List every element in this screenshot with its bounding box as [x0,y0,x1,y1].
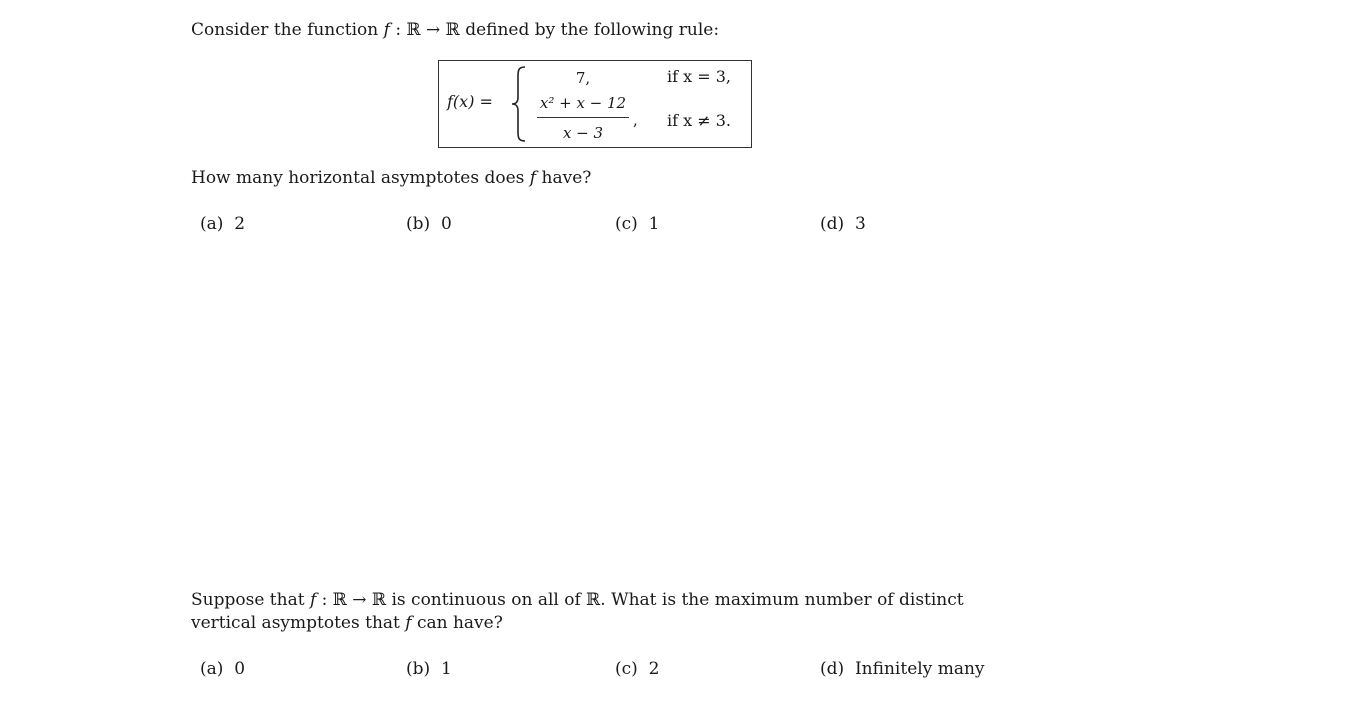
q1-question-post: have? [541,168,592,188]
piecewise-lhs: f(x) = [447,92,493,111]
case2-condition: if x ≠ 3. [667,111,731,130]
option-text: 3 [854,214,866,234]
q1-intro-post: defined by the following rule: [465,20,720,40]
option-text: 2 [234,214,246,234]
option-text: Infinitely many [854,659,985,679]
case1-condition: if x = 3, [667,67,731,86]
option-text: 1 [648,214,660,234]
q1-option-d[interactable] [820,213,866,235]
option-label: (a) [200,214,224,234]
q2-line2-fname: f [405,613,412,633]
case2-numerator: x² + x − 12 [539,94,627,112]
q2-option-a[interactable] [200,658,245,680]
piecewise-definition [438,60,752,148]
q2-line1-map: : ℝ → ℝ [316,590,392,610]
option-label: (d) [820,214,845,234]
q2-option-d[interactable] [820,658,985,680]
q1-intro-pre: Consider the function [191,20,379,40]
q1-option-c[interactable] [615,213,659,235]
option-text: 2 [648,659,660,679]
q1-question-fname: f [529,168,537,188]
case2-denominator: x − 3 [562,124,604,142]
q2-line1-post: is continuous on all of ℝ. What is the maximum number of distinct [391,590,964,610]
q1-intro [191,19,719,41]
q2-option-b[interactable] [406,658,452,680]
q2-line2-post: can have? [416,613,503,633]
q1-intro-map: : ℝ → ℝ [389,20,466,40]
fraction-bar [537,117,629,118]
left-brace-icon [509,65,529,143]
q2-line1-pre: Suppose that [191,590,305,610]
option-label: (d) [820,659,845,679]
case1-value: 7, [575,69,591,87]
q1-option-a[interactable] [200,213,245,235]
option-label: (b) [406,659,431,679]
q1-option-b[interactable] [406,213,452,235]
q1-intro-fname: f [383,20,390,40]
option-text: 0 [440,214,452,234]
q1-question-pre: How many horizontal asymptotes does [191,168,525,188]
q2-line2 [191,612,503,634]
option-label: (c) [615,214,638,234]
q2-line2-pre: vertical asymptotes that [191,613,400,633]
option-label: (b) [406,214,431,234]
q2-line1-fname: f [309,590,317,610]
q2-line1 [191,589,964,611]
option-label: (a) [200,659,224,679]
q1-question [191,167,591,189]
q2-option-c[interactable] [615,658,659,680]
option-label: (c) [615,659,638,679]
option-text: 1 [440,659,452,679]
case2-comma: , [633,111,638,129]
option-text: 0 [234,659,246,679]
